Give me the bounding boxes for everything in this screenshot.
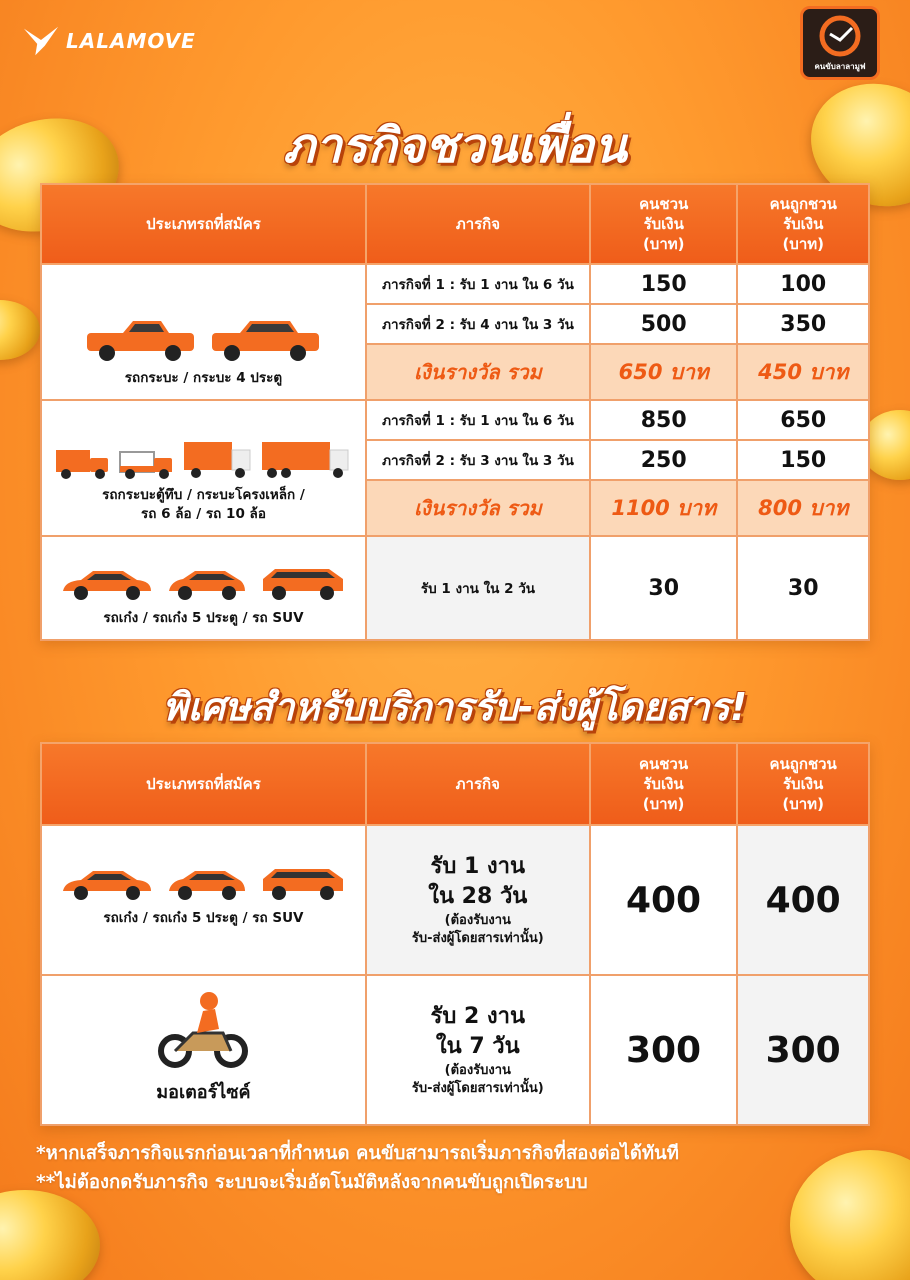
mission-cell: รับ 2 งาน ใน 7 วัน (ต้องรับงาน รับ-ส่งผู้โดยสารเท่านั้น) <box>366 975 590 1125</box>
sedan-car-icon <box>59 567 155 603</box>
hatchback-car-icon <box>165 867 249 903</box>
header-vehicle: ประเภทรถที่สมัคร <box>41 743 366 825</box>
referee-amount: 150 <box>737 440 869 480</box>
referee-amount: 650 <box>737 400 869 440</box>
vehicle-cell-trucks <box>41 400 366 536</box>
mission-label: ภารกิจที่ 1 : รับ 1 งาน ใน 6 วัน <box>366 400 590 440</box>
vehicle-cell-motorcycle <box>41 975 366 1125</box>
referrer-amount: 850 <box>590 400 738 440</box>
referrer-amount: 400 <box>590 825 738 975</box>
table-row <box>41 825 869 975</box>
section-subtitle: พิเศษสำหรับบริการรับ-ส่งผู้โดยสาร! <box>162 685 748 729</box>
referrer-amount: 500 <box>590 304 738 344</box>
vehicle-name: รถเก๋ง / รถเก๋ง 5 ประตู / รถ SUV <box>103 910 304 927</box>
gold-coin-icon <box>0 1190 100 1280</box>
table-row <box>41 264 869 304</box>
lalamove-logo <box>22 24 196 58</box>
footnotes <box>36 1140 679 1197</box>
table-row <box>41 400 869 440</box>
header-referee: คนถูกชวน รับเงิน (บาท) <box>737 184 869 264</box>
referrer-total: 650 บาท <box>590 344 738 400</box>
steering-wheel-icon <box>818 14 862 58</box>
pickup-truck-4door-icon <box>208 317 323 363</box>
page-title: ภารกิจชวนเพื่อน <box>283 118 627 174</box>
gold-coin-icon <box>0 300 40 360</box>
mission-cell: รับ 1 งาน ใน 28 วัน (ต้องรับงาน รับ-ส่งผู้โดยสารเท่านั้น) <box>366 825 590 975</box>
car-images <box>48 565 359 603</box>
referrer-amount: 250 <box>590 440 738 480</box>
lalamove-bird-icon <box>22 24 60 58</box>
total-label: เงินรางวัล รวม <box>366 480 590 536</box>
car-images <box>48 865 359 903</box>
cage-truck-icon <box>118 446 176 480</box>
footnote: *หากเสร็จภารกิจแรกก่อนเวลาที่กำหนด คนขับสามารถเริ่มภารกิจที่สองต่อได้ทันที <box>36 1143 679 1164</box>
vehicle-cell-cars <box>41 825 366 975</box>
passenger-referral-table <box>40 742 870 1126</box>
referee-amount: 100 <box>737 264 869 304</box>
vehicle-cell-cars <box>41 536 366 640</box>
motorcycle-rider-icon <box>153 989 253 1069</box>
referral-table <box>40 183 870 641</box>
header-vehicle: ประเภทรถที่สมัคร <box>41 184 366 264</box>
mission-label: รับ 1 งาน ใน 2 วัน <box>366 536 590 640</box>
suv-car-icon <box>259 565 347 603</box>
brand-name: LALAMOVE <box>66 29 196 53</box>
vehicle-name: รถกระบะตู้ทึบ / กระบะโครงเหล็ก / รถ 6 ล้อ / รถ 10 ล้อ <box>102 486 305 523</box>
referee-amount: 350 <box>737 304 869 344</box>
vehicle-name: รถเก๋ง / รถเก๋ง 5 ประตู / รถ SUV <box>103 610 304 627</box>
sedan-car-icon <box>59 867 155 903</box>
referee-total: 800 บาท <box>737 480 869 536</box>
pickup-truck-icon <box>83 317 198 363</box>
driver-badge <box>800 6 880 80</box>
table-header-row <box>41 184 869 264</box>
referrer-total: 1100 บาท <box>590 480 738 536</box>
footnote: **ไม่ต้องกดรับภารกิจ ระบบจะเริ่มอัตโนมัติหลังจากคนขับถูกเปิดระบบ <box>36 1171 588 1193</box>
header-mission: ภารกิจ <box>366 743 590 825</box>
mission-label: ภารกิจที่ 1 : รับ 1 งาน ใน 6 วัน <box>366 264 590 304</box>
header-mission: ภารกิจ <box>366 184 590 264</box>
mission-label: ภารกิจที่ 2 : รับ 4 งาน ใน 3 วัน <box>366 304 590 344</box>
header-referrer: คนชวน รับเงิน (บาท) <box>590 184 738 264</box>
referee-amount: 300 <box>737 975 869 1125</box>
gold-coin-icon <box>790 1150 910 1280</box>
table-row <box>41 975 869 1125</box>
table-header-row <box>41 743 869 825</box>
header-referrer: คนชวน รับเงิน (บาท) <box>590 743 738 825</box>
mission-label: ภารกิจที่ 2 : รับ 3 งาน ใน 3 วัน <box>366 440 590 480</box>
referrer-amount: 30 <box>590 536 738 640</box>
referrer-amount: 300 <box>590 975 738 1125</box>
truck-images <box>48 440 359 480</box>
referee-total: 450 บาท <box>737 344 869 400</box>
vehicle-name: รถกระบะ / กระบะ 4 ประตู <box>124 370 283 387</box>
suv-car-icon <box>259 865 347 903</box>
ten-wheel-truck-icon <box>260 440 352 480</box>
header-referee: คนถูกชวน รับเงิน (บาท) <box>737 743 869 825</box>
table-row <box>41 536 869 640</box>
pickup-truck-images <box>48 317 359 363</box>
six-wheel-truck-icon <box>182 440 254 480</box>
vehicle-cell-pickup <box>41 264 366 400</box>
referrer-amount: 150 <box>590 264 738 304</box>
total-label: เงินรางวัล รวม <box>366 344 590 400</box>
hatchback-car-icon <box>165 567 249 603</box>
referee-amount: 400 <box>737 825 869 975</box>
box-truck-icon <box>54 446 112 480</box>
referee-amount: 30 <box>737 536 869 640</box>
badge-caption: คนขับลาลามูฟ <box>814 61 866 71</box>
vehicle-name: มอเตอร์ไซค์ <box>156 1081 251 1103</box>
